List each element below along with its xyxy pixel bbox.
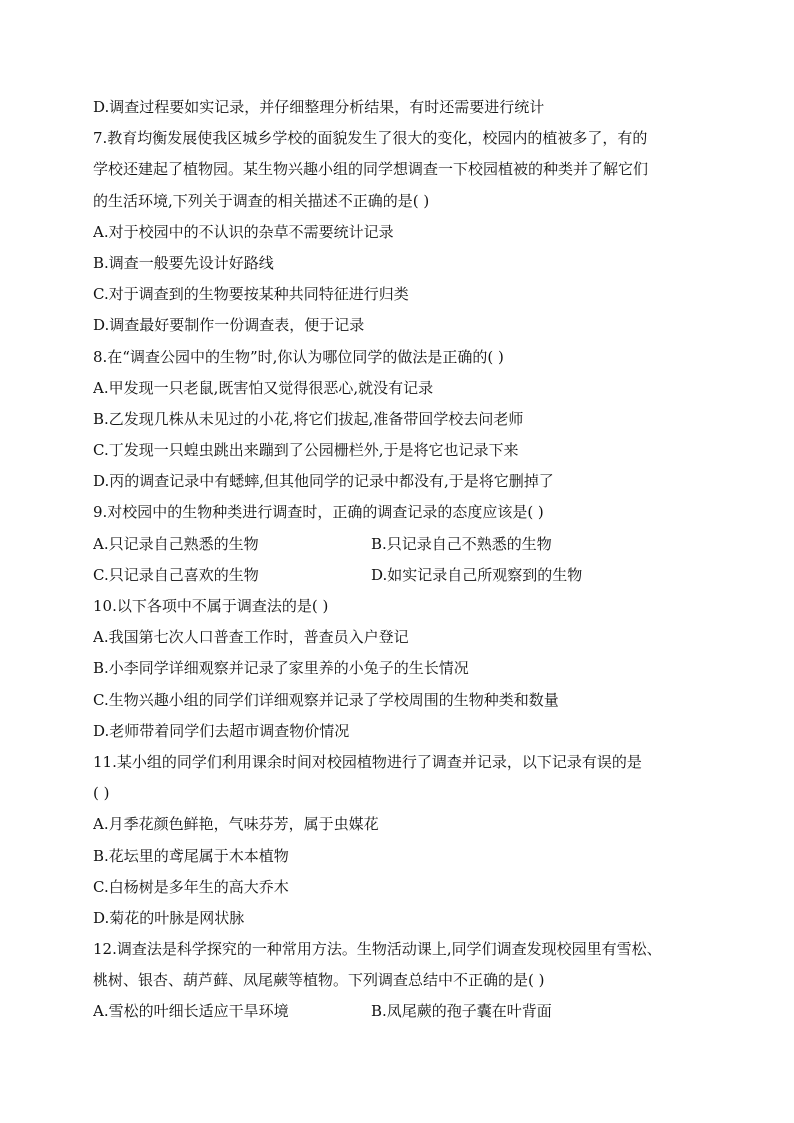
q8-stem: 8.在“调查公园中的生物”时,你认为哪位同学的做法是正确的( ) [93, 347, 504, 366]
q7-option-a: A.对于校园中的不认识的杂草不需要统计记录 [93, 222, 394, 241]
document-page [93, 92, 713, 1028]
q7-stem-line-1: 7.教育均衡发展使我区城乡学校的面貌发生了很大的变化，校园内的植被多了，有的 [93, 129, 648, 148]
q11-stem-line-1: 11.某小组的同学们利用课余时间对校园植物进行了调查并记录，以下记录有误的是 [93, 752, 642, 771]
q6-option-d: D.调查过程要如实记录，并仔细整理分析结果，有时还需要进行统计 [93, 98, 545, 116]
q10-option-a: A.我国第七次人口普查工作时，普查员入户登记 [93, 628, 409, 647]
q8-option-b: B.乙发现几株从未见过的小花,将它们拔起,准备带回学校去问老师 [93, 409, 524, 428]
q10-option-c: C.生物兴趣小组的同学们详细观察并记录了学校周围的生物种类和数量 [93, 690, 559, 709]
q8-option-d: D.丙的调查记录中有蟋蟀,但其他同学的记录中都没有,于是将它删掉了 [93, 472, 554, 491]
q11-option-d: D.菊花的叶脉是网状脉 [93, 908, 245, 927]
q10-option-d: D.老师带着同学们去超市调查物价情况 [93, 721, 350, 740]
q12-options-row-1 [93, 996, 713, 1027]
q12-stem-line-2: 桃树、银杏、葫芦藓、凤尾蕨等植物。下列调查总结中不正确的是( ) [93, 971, 545, 990]
q11-stem-line-2: ( ) [93, 784, 110, 803]
q11-option-a: A.月季花颜色鲜艳，气味芬芳，属于虫媒花 [93, 815, 379, 834]
q7-option-c: C.对于调查到的生物要按某种共同特征进行归类 [93, 285, 409, 304]
q11-option-b: B.花坛里的鸢尾属于木本植物 [93, 846, 289, 865]
q9-stem: 9.对校园中的生物种类进行调查时，正确的调查记录的态度应该是( ) [93, 503, 544, 522]
q9-option-d: D.如实记录自己所观察到的生物 [371, 565, 583, 584]
q9-option-c: C.只记录自己喜欢的生物 [93, 565, 259, 584]
q7-stem-line-2: 学校还建起了植物园。某生物兴趣小组的同学想调查一下校园植被的种类并了解它们 [93, 160, 649, 179]
q10-stem: 10.以下各项中不属于调查法的是( ) [93, 597, 329, 615]
q9-options-row-1 [93, 529, 713, 560]
q7-option-d: D.调查最好要制作一份调查表，便于记录 [93, 316, 365, 335]
q9-options-row-2 [93, 560, 713, 591]
q8-option-c: C.丁发现一只蝗虫跳出来蹦到了公园栅栏外,于是将它也记录下来 [93, 441, 519, 460]
q9-option-a: A.只记录自己熟悉的生物 [93, 534, 259, 553]
q7-option-b: B.调查一般要先设计好路线 [93, 253, 274, 272]
q10-option-b: B.小李同学详细观察并记录了家里养的小兔子的生长情况 [93, 659, 469, 678]
q11-option-c: C.白杨树是多年生的高大乔木 [93, 877, 289, 896]
q8-option-a: A.甲发现一只老鼠,既害怕又觉得很恶心,就没有记录 [93, 378, 434, 397]
q9-option-b: B.只记录自己不熟悉的生物 [371, 534, 552, 553]
q12-stem-line-1: 12.调查法是科学探究的一种常用方法。生物活动课上,同学们调查发现校园里有雪松、 [93, 940, 662, 959]
q7-stem-line-3: 的生活环境,下列关于调查的相关描述不正确的是( ) [93, 191, 430, 210]
q12-option-a: A.雪松的叶细长适应干旱环境 [93, 1002, 289, 1021]
q12-option-b: B.凤尾蕨的孢子囊在叶背面 [371, 1002, 552, 1021]
